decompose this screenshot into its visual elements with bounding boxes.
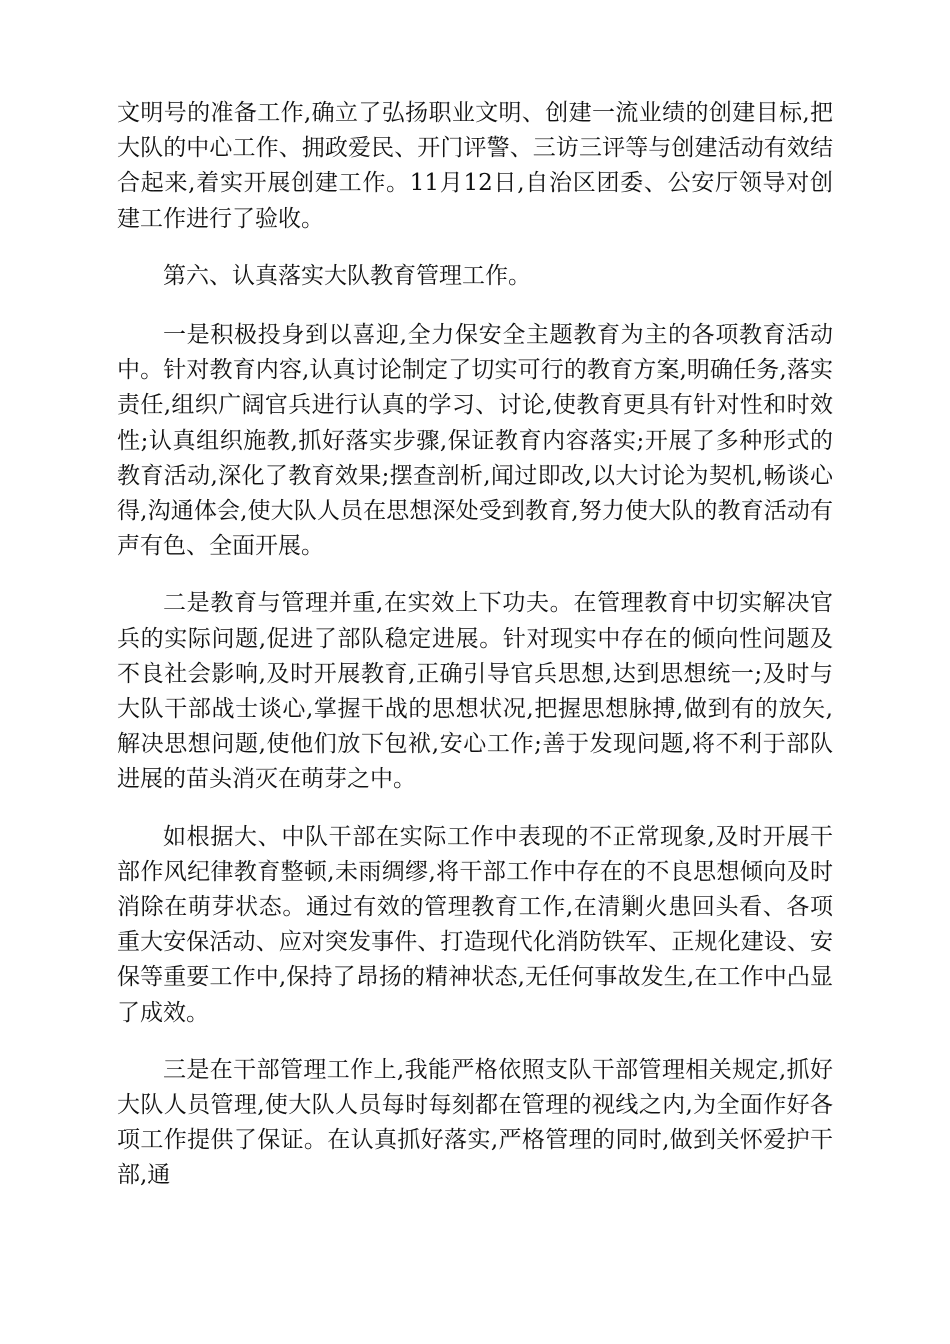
- paragraph-cadre-management: 三是在干部管理工作上,我能严格依照支队干部管理相关规定,抓好大队人员管理,使大队人员每时每刻都在管理的视线之内,为全面作好各项工作提供了保证。在认真抓好落实,严格管理的同时,做到关怀爱护干部,通: [117, 1056, 833, 1189]
- paragraph-cadre-discipline: 如根据大、中队干部在实际工作中表现的不正常现象,及时开展干部作风纪律教育整顿,未雨绸缪,将干部工作中存在的不良思想倾向及时消除在萌芽状态。通过有效的管理教育工作,在清剿火患回头看、各项重大安保活动、应对突发事件、打造现代化消防铁军、正规化建设、安保等重要工作中,保持了昂扬的精神状态,无任何事故发生,在工作中凸显了成效。: [117, 823, 833, 1026]
- document-body: [117, 96, 833, 1216]
- paragraph-continuation: 文明号的准备工作,确立了弘扬职业文明、创建一流业绩的创建目标,把大队的中心工作、拥政爱民、开门评警、三访三评等与创建活动有效结合起来,着实开展创建工作。11月12日,自治区团委、公安厅领导对创建工作进行了验收。: [117, 100, 833, 232]
- paragraph-education-activities: 一是积极投身到以喜迎,全力保安全主题教育为主的各项教育活动中。针对教育内容,认真讨论制定了切实可行的教育方案,明确任务,落实责任,组织广阔官兵进行认真的学习、讨论,使教育更具有针对性和时效性;认真组织施教,抓好落实步骤,保证教育内容落实;开展了多种形式的教育活动,深化了教育效果;摆查剖析,闻过即改,以大讨论为契机,畅谈心得,沟通体会,使大队人员在思想深处受到教育,努力使大队的教育活动有声有色、全面开展。: [117, 322, 833, 560]
- paragraph-education-management: 二是教育与管理并重,在实效上下功夫。在管理教育中切实解决官兵的实际问题,促进了部队稳定进展。针对现实中存在的倾向性问题及不良社会影响,及时开展教育,正确引导官兵思想,达到思想统一;及时与大队干部战士谈心,掌握干战的思想状况,把握思想脉搏,做到有的放矢,解决思想问题,使他们放下包袱,安心工作;善于发现问题,将不利于部队进展的苗头消灭在萌芽之中。: [117, 590, 833, 793]
- section-heading: 第六、认真落实大队教育管理工作。: [163, 262, 531, 289]
